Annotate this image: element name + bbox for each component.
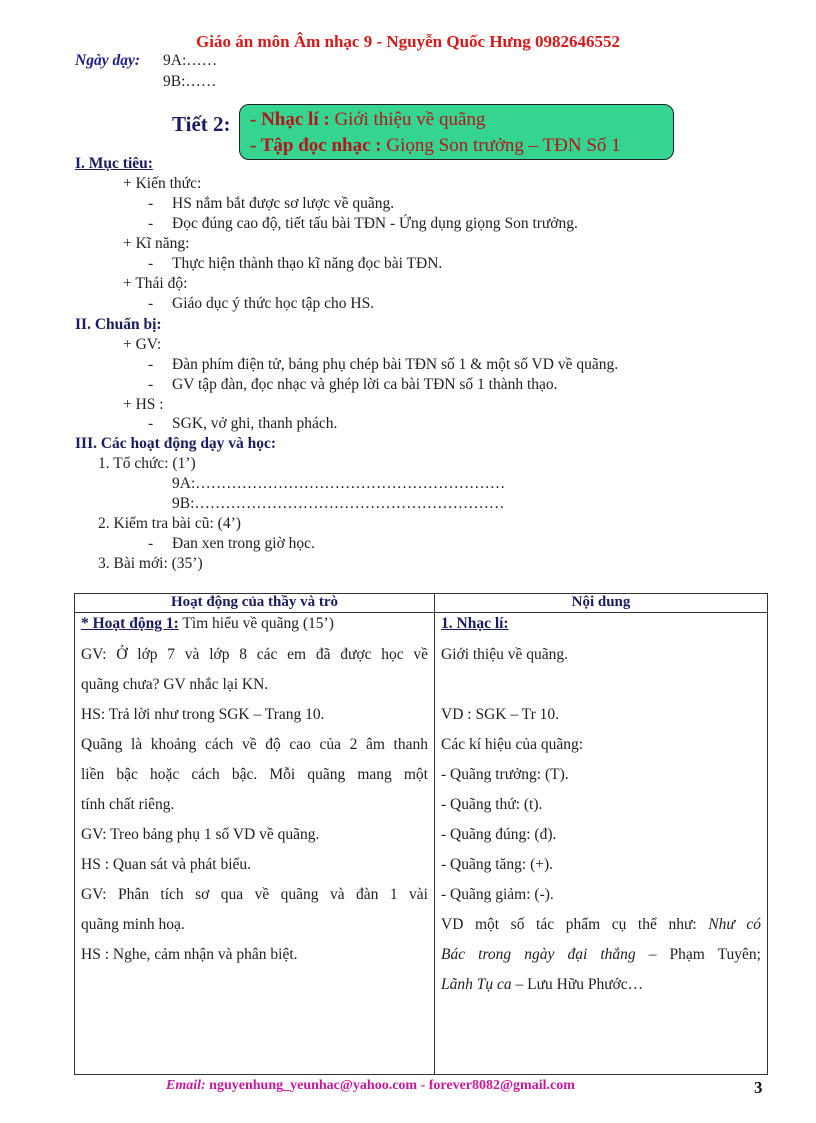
gv-item-2: GV tập đàn, đọc nhạc và ghép lời ca bài TĐN số 1 thành thạo.: [172, 376, 558, 393]
right-line-6: - Quãng trưởng: (T).: [441, 766, 569, 783]
gv-label: + GV:: [123, 336, 162, 353]
page-header: Giáo án môn Âm nhạc 9 - Nguyễn Quốc Hưng 0982646552: [196, 32, 620, 51]
date-class-b: 9B:……: [163, 73, 217, 90]
left-line-4: HS: Trả lời như trong SGK – Trang 10.: [81, 706, 325, 723]
right-line-3: [441, 671, 761, 701]
lesson-line2-text: Giọng Son trưởng – TĐN Số 1: [381, 135, 621, 156]
lesson-line1-text: Giới thiệu về quãng: [329, 109, 486, 130]
attitude-item-1: Giáo dục ý thức học tập cho HS.: [172, 295, 375, 312]
bullet-dash: -: [148, 295, 154, 312]
date-label: Ngày dạy:: [75, 52, 140, 69]
lesson-line1-bold: - Nhạc lí :: [250, 109, 330, 130]
footer-email-label: Email:: [166, 1078, 206, 1093]
section1-heading: I. Mục tiêu:: [75, 155, 153, 172]
gv-item-1: Đàn phím điện tử, bảng phụ chép bài TĐN số 1 & một số VD về quãng.: [172, 356, 619, 373]
page-number: 3: [754, 1078, 763, 1097]
left-line-3: quãng chưa? GV nhắc lại KN.: [81, 676, 269, 693]
footer-email-2[interactable]: forever8082@gmail.com: [428, 1078, 575, 1093]
date-class-a: 9A:……: [163, 52, 218, 69]
right-line-9: - Quãng tăng: (+).: [441, 856, 554, 873]
hs-label: + HS :: [123, 396, 164, 413]
right-line-12: [441, 941, 761, 971]
activity-text: Tìm hiểu về quãng (15’): [178, 615, 334, 632]
footer-email: [166, 1078, 575, 1094]
right-line-7: - Quãng thứ: (t).: [441, 796, 543, 813]
left-line-10: GV: Phân tích sơ qua về quãng và đàn 1 vài: [81, 886, 428, 903]
right-line-13-text: – Lưu Hữu Phước…: [511, 976, 644, 993]
skills-item-1: Thực hiện thành thạo kĩ năng đọc bài TĐN.: [172, 255, 443, 272]
left-line-5: Quãng là khoảng cách về độ cao của 2 âm thanh: [81, 736, 428, 753]
knowledge-label: + Kiến thức:: [123, 175, 202, 192]
right-line-11-italic: Như có: [708, 916, 761, 933]
item-class-9a: 9A:……………………………………………………: [172, 475, 506, 492]
right-line-13-italic: Lãnh Tụ ca: [441, 976, 512, 993]
content-heading: 1. Nhạc lí:: [441, 615, 509, 632]
left-line-6: liền bậc hoặc cách bậc. Mỗi quãng mang một: [81, 766, 428, 783]
left-line-7: tính chất riêng.: [81, 796, 175, 813]
table-header-activities: Hoạt động của thầy và trò: [75, 594, 435, 613]
bullet-dash: -: [148, 415, 154, 432]
lesson-label: Tiết 2:: [172, 112, 231, 136]
left-line-12: HS : Nghe, cảm nhận và phân biệt.: [81, 946, 298, 963]
right-line-12-text: – Phạm Tuyên;: [635, 946, 761, 963]
footer-separator: -: [417, 1078, 429, 1093]
bullet-dash: -: [148, 195, 154, 212]
item-to-chuc: 1. Tổ chức: (1’): [98, 455, 196, 472]
bullet-dash: -: [148, 535, 154, 552]
content-cell: [435, 613, 768, 1075]
hs-item-1: SGK, vở ghi, thanh phách.: [172, 415, 338, 432]
bullet-dash: -: [148, 356, 154, 373]
knowledge-item-1: HS nắm bắt được sơ lược về quãng.: [172, 195, 395, 212]
item-bai-moi: 3. Bài mới: (35’): [98, 555, 203, 572]
table-header-content: Nội dung: [435, 594, 768, 613]
bullet-dash: -: [148, 215, 154, 232]
right-line-13: [441, 971, 761, 1001]
left-line-8: GV: Treo bảng phụ 1 số VD về quãng.: [81, 826, 320, 843]
section3-heading: III. Các hoạt động dạy và học:: [75, 435, 277, 452]
bullet-dash: -: [148, 376, 154, 393]
item-class-9b: 9B:……………………………………………………: [172, 495, 505, 512]
item-dan-xen: Đan xen trong giờ học.: [172, 535, 315, 552]
footer-email-1[interactable]: nguyenhung_yeunhac@yahoo.com: [205, 1078, 418, 1093]
right-line-5: Các kí hiệu của quãng:: [441, 736, 584, 753]
right-line-2: Giới thiệu về quãng.: [441, 646, 569, 663]
activities-cell: [75, 613, 435, 1075]
knowledge-item-2: Đọc đúng cao độ, tiết tấu bài TĐN - Ứng dụng giọng Son trưởng.: [172, 215, 578, 232]
right-line-11: [441, 911, 761, 941]
lesson-title-box: [239, 104, 674, 160]
right-line-4: VD : SGK – Tr 10.: [441, 706, 560, 723]
attitude-label: + Thái độ:: [123, 275, 188, 292]
bullet-dash: -: [148, 255, 154, 272]
lesson-line2-bold: - Tập đọc nhạc :: [250, 135, 382, 156]
activity-label: * Hoạt động 1:: [81, 615, 179, 632]
right-line-11-text: VD một số tác phẩm cụ thể như:: [441, 916, 709, 933]
right-line-8: - Quãng đúng: (đ).: [441, 826, 557, 843]
item-kiem-tra: 2. Kiểm tra bài cũ: (4’): [98, 515, 241, 532]
section2-heading: II. Chuẩn bị:: [75, 316, 162, 333]
left-line-11: quãng minh hoạ.: [81, 916, 185, 933]
right-line-10: - Quãng giảm: (-).: [441, 886, 554, 903]
skills-label: + Kĩ năng:: [123, 235, 190, 252]
left-line-2: GV: Ở lớp 7 và lớp 8 các em đã được học về: [81, 646, 428, 663]
right-line-12-italic: Bác trong ngày đại thắng: [441, 946, 636, 963]
activity-table: [74, 593, 768, 1075]
left-line-9: HS : Quan sát và phát biểu.: [81, 856, 252, 873]
